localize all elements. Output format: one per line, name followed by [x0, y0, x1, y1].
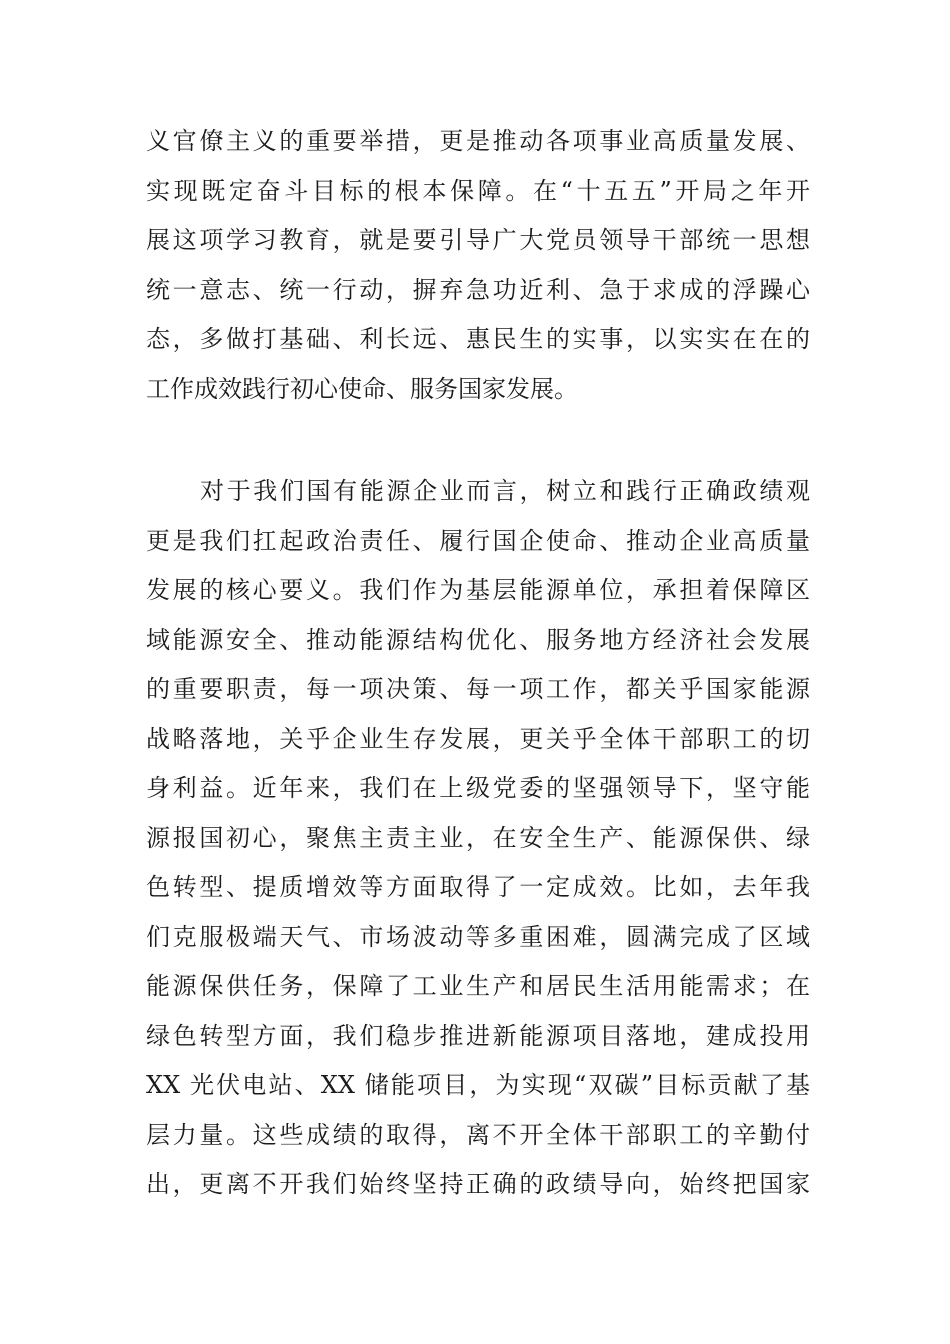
- text-line: 态，多做打基础、利长远、惠民生的实事，以实实在在的: [146, 325, 810, 353]
- text-line: XX 光伏电站、XX 储能项目，为实现“双碳”目标贡献了基: [146, 1071, 810, 1099]
- text-line: 战略落地，关乎企业生存发展，更关乎全体干部职工的切: [146, 724, 810, 753]
- text-line: 出，更离不开我们始终坚持正确的政绩导向，始终把国家: [146, 1170, 810, 1198]
- text-line: 实现既定奋斗目标的根本保障。在“十五五”开局之年开: [146, 176, 810, 205]
- text-line: 们克服极端天气、市场波动等多重困难，圆满完成了区域: [146, 922, 810, 951]
- text-line: 身利益。近年来，我们在上级党委的坚强领导下，坚守能: [146, 774, 810, 802]
- text-line: 色转型、提质增效等方面取得了一定成效。比如，去年我: [146, 873, 810, 901]
- text-line: 展这项学习教育，就是要引导广大党员领导干部统一思想: [146, 226, 810, 254]
- paragraph-1: [146, 117, 810, 414]
- text-line: 源报国初心，聚焦主责主业，在安全生产、能源保供、绿: [146, 823, 810, 852]
- text-line: 发展的核心要义。我们作为基层能源单位，承担着保障区: [146, 576, 810, 604]
- text-line: 统一意志、统一行动，摒弃急功近利、急于求成的浮躁心: [146, 275, 810, 304]
- text-line: 层力量。这些成绩的取得，离不开全体干部职工的辛勤付: [146, 1120, 810, 1149]
- text-line: 域能源安全、推动能源结构优化、服务地方经济社会发展: [146, 625, 810, 654]
- text-line: 绿色转型方面，我们稳步推进新能源项目落地，建成投用: [146, 1021, 810, 1050]
- text-line: 工作成效践行初心使命、服务国家发展。: [146, 374, 578, 403]
- text-line: 的重要职责，每一项决策、每一项工作，都关乎国家能源: [146, 675, 810, 703]
- text-line: 更是我们扛起政治责任、履行国企使命、推动企业高质量: [146, 526, 810, 555]
- text-line: 义官僚主义的重要举措，更是推动各项事业高质量发展、: [146, 127, 810, 155]
- text-line: 对于我们国有能源企业而言，树立和践行正确政绩观: [200, 477, 810, 505]
- text-line: 能源保供任务，保障了工业生产和居民生活用能需求；在: [146, 972, 810, 1000]
- paragraph-2: [146, 467, 810, 1210]
